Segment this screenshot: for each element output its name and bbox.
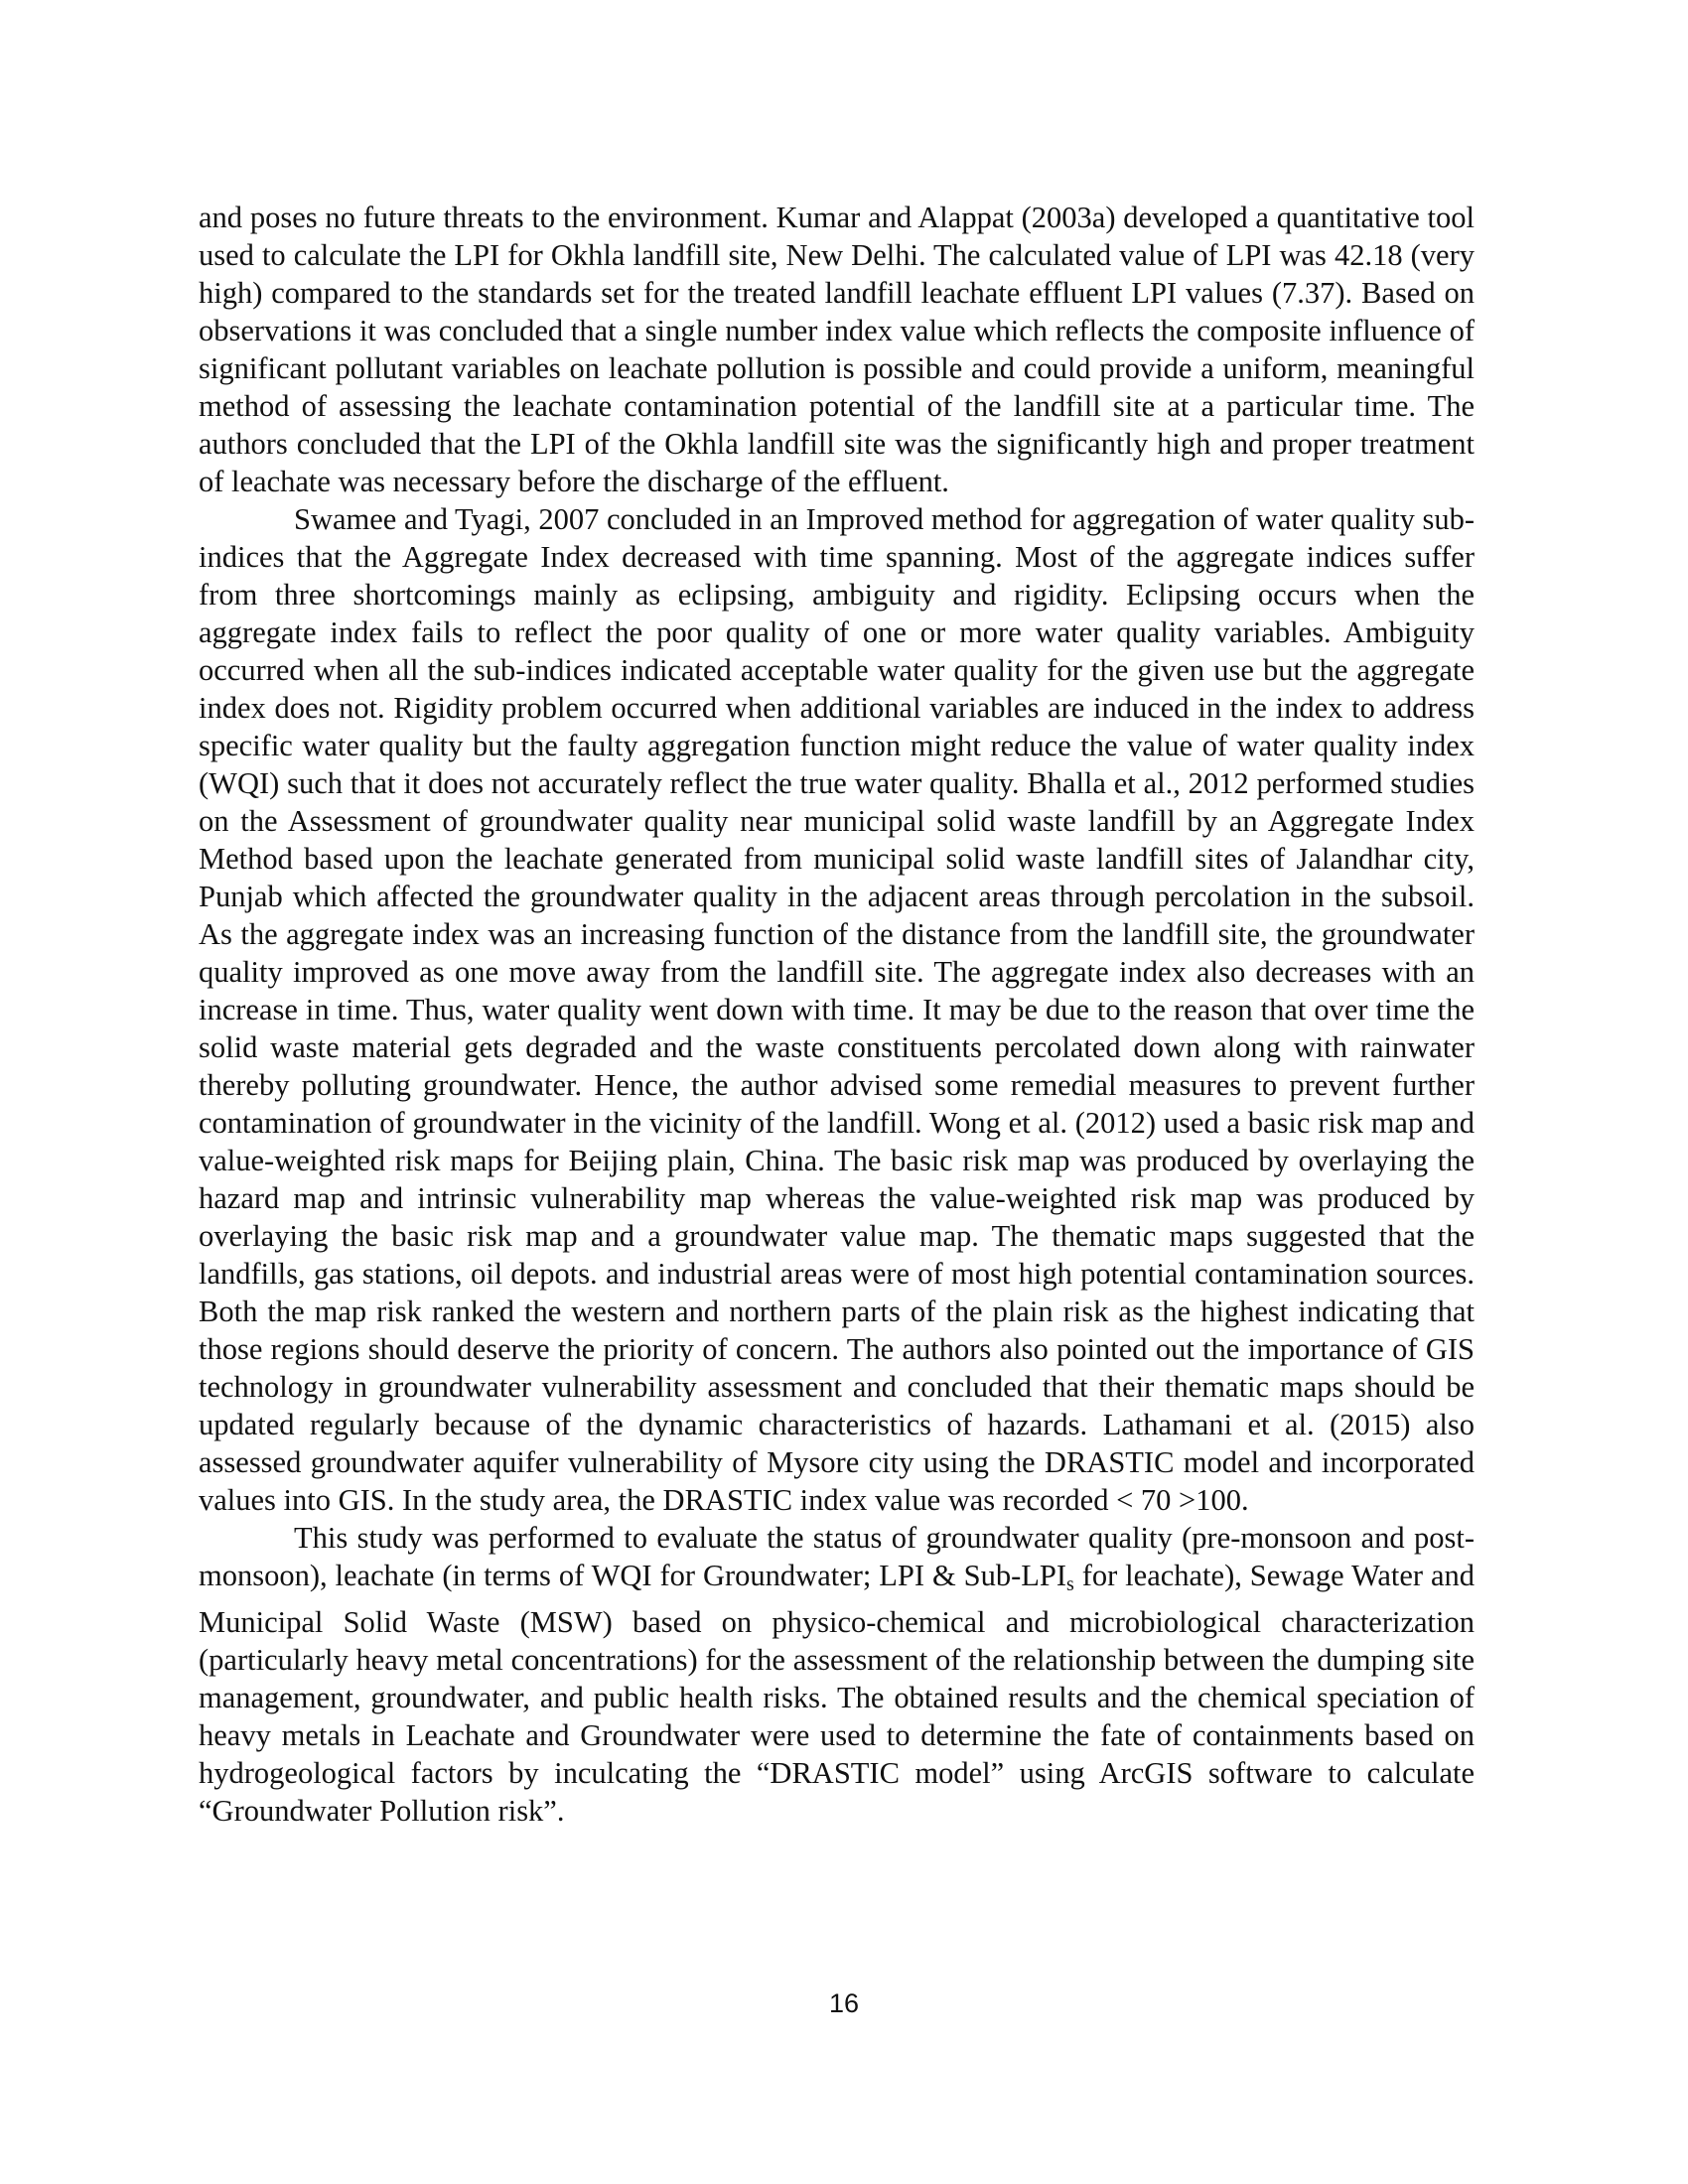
page-number: 16 — [828, 1988, 860, 2018]
paragraph-3-subscript: s — [1065, 1573, 1074, 1595]
paragraph-3-text-start: This study was performed to evaluate the status of groundwater quality (pre-monsoon and post-monsoon), leachate (in terms of WQI for Groundwater; LPI & Sub-LPI — [199, 1521, 1475, 1592]
paragraph-3-text-end: for leachate), Sewage Water and Municipal Solid Waste (MSW) based on physico-chemical and microbiological characterization (particularly heavy metal concentrations) for the assessment of the relationship between the dumping site management, groundwater, and public health risks. The obtained results and the chemical speciation of heavy metals in Leachate and Groundwater were used to determine the fate of containments based on hydrogeological factors by inculcating the “DRASTIC model” using ArcGIS software to calculate “Groundwater Pollution risk”. — [199, 1559, 1475, 1828]
paragraph-2: Swamee and Tyagi, 2007 concluded in an Improved method for aggregation of water quality sub-indices that the Aggregate Index decreased with time spanning. Most of the aggregate indices suffer from three shortcomings mainly as eclipsing, ambiguity and rigidity. Eclipsing occurs when the aggregate index fails to reflect the poor quality of one or more water quality variables. Ambiguity occurred when all the sub-indices indicated acceptable water quality for the given use but the aggregate index does not. Rigidity problem occurred when additional variables are induced in the index to address specific water quality but the faulty aggregation function might reduce the value of water quality index (WQI) such that it does not accurately reflect the true water quality. Bhalla et al., 2012 performed studies on the Assessment of groundwater quality near municipal solid waste landfill by an Aggregate Index Method based upon the leachate generated from municipal solid waste landfill sites of Jalandhar city, Punjab which affected the groundwater quality in the adjacent areas through percolation in the subsoil. As the aggregate index was an increasing function of the distance from the landfill site, the groundwater quality improved as one move away from the landfill site. The aggregate index also decreases with an increase in time. Thus, water quality went down with time. It may be due to the reason that over time the solid waste material gets degraded and the waste constituents percolated down along with rainwater thereby polluting groundwater. Hence, the author advised some remedial measures to prevent further contamination of groundwater in the vicinity of the landfill. Wong et al. (2012) used a basic risk map and value-weighted risk maps for Beijing plain, China. The basic risk map was produced by overlaying the hazard map and intrinsic vulnerability map whereas the value-weighted risk map was produced by overlaying the basic risk map and a groundwater value map. The thematic maps suggested that the landfills, gas stations, oil depots. and industrial areas were of most high potential contamination sources. Both the map risk ranked the western and northern parts of the plain risk as the highest indicating that those regions should deserve the priority of concern. The authors also pointed out the importance of GIS technology in groundwater vulnerability assessment and concluded that their thematic maps should be updated regularly because of the dynamic characteristics of hazards. Lathamani et al. (2015) also assessed groundwater aquifer vulnerability of Mysore city using the DRASTIC model and incorporated values into GIS. In the study area, the DRASTIC index value was recorded < 70 >100. — [199, 502, 1476, 1517]
paragraph-3 — [199, 1519, 1475, 1830]
document-body — [199, 199, 1475, 1830]
paragraph-1: and poses no future threats to the environment. Kumar and Alappat (2003a) developed a quantitative tool used to calculate the LPI for Okhla landfill site, New Delhi. The calculated value of LPI was 42.18 (very high) compared to the standards set for the treated landfill leachate effluent LPI values (7.37). Based on observations it was concluded that a single number index value which reflects the composite influence of significant pollutant variables on leachate pollution is possible and could provide a uniform, meaningful method of assessing the leachate contamination potential of the landfill site at a particular time. The authors concluded that the LPI of the Okhla landfill site was the significantly high and proper treatment of leachate was necessary before the discharge of the effluent. — [199, 201, 1475, 498]
